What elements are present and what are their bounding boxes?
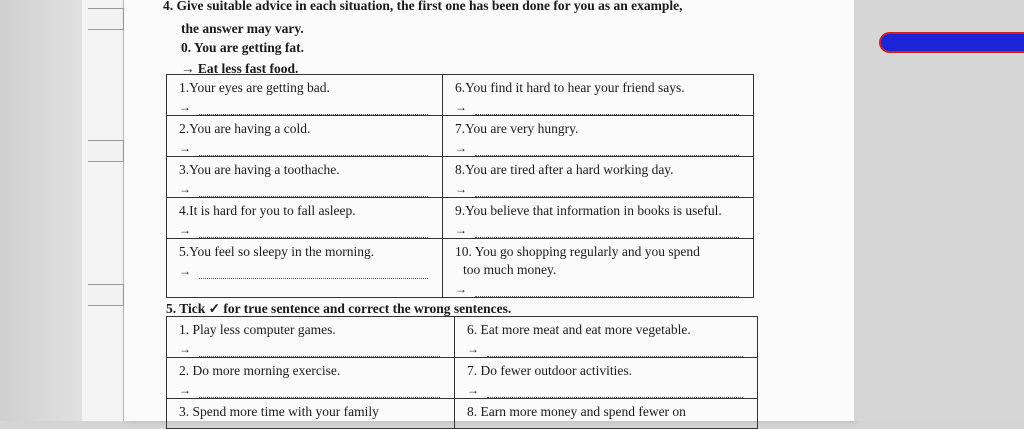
arrow-icon: → <box>467 383 479 397</box>
previous-page-edge <box>82 0 124 421</box>
correction-line-1[interactable] <box>199 347 440 357</box>
table-cell <box>443 75 754 116</box>
correction-line-7[interactable] <box>487 388 743 398</box>
arrow-icon: → <box>179 182 191 196</box>
arrow-icon: → <box>179 264 191 278</box>
table-cell <box>455 358 758 399</box>
situation-10: 10. You go shopping regularly and you spend <box>455 244 700 259</box>
sentence-6: 6. Eat more meat and eat more vegetable. <box>467 322 691 337</box>
exercise-4-heading: 4. Give suitable advice in each situation, the first one has been done for you as an example, <box>163 0 683 13</box>
arrow-icon: → <box>179 100 191 114</box>
answer-line-6[interactable] <box>475 105 739 115</box>
exercise-4-table <box>166 74 754 298</box>
table-cell <box>167 358 455 399</box>
answer-line-2[interactable] <box>199 146 428 156</box>
table-cell <box>167 75 443 116</box>
arrow-icon: → <box>455 223 467 237</box>
arrow-icon: → <box>179 342 191 356</box>
situation-3: 3.You are having a toothache. <box>179 162 340 177</box>
page-tab-notch <box>88 8 124 30</box>
situation-10-cont: too much money. <box>463 262 557 277</box>
arrow-icon: → <box>467 342 479 356</box>
exercise-4-heading-cont: the answer may vary. <box>181 21 304 36</box>
table-cell <box>443 198 754 239</box>
situation-7: 7.You are very hungry. <box>455 121 579 136</box>
sentence-1: 1. Play less computer games. <box>179 322 336 337</box>
sentence-8: 8. Earn more money and spend fewer on <box>467 404 686 419</box>
answer-line-3[interactable] <box>199 187 428 197</box>
arrow-icon: → <box>455 282 467 296</box>
sentence-2: 2. Do more morning exercise. <box>179 363 341 378</box>
correction-line-6[interactable] <box>487 347 743 357</box>
background-right <box>854 0 1024 421</box>
arrow-icon: → <box>179 223 191 237</box>
table-cell <box>167 157 443 198</box>
situation-4: 4.It is hard for you to fall asleep. <box>179 203 356 218</box>
situation-6: 6.You find it hard to hear your friend says. <box>455 80 685 95</box>
table-cell <box>167 239 443 298</box>
situation-8: 8.You are tired after a hard working day. <box>455 162 674 177</box>
exercise-5-heading: 5. Tick ✓ for true sentence and correct the wrong sentences. <box>166 301 512 316</box>
answer-line-7[interactable] <box>475 146 739 156</box>
answer-line-10[interactable] <box>475 287 739 297</box>
table-cell <box>455 317 758 358</box>
sentence-7: 7. Do fewer outdoor activities. <box>467 363 632 378</box>
arrow-icon: → <box>455 182 467 196</box>
table-cell <box>167 198 443 239</box>
table-cell <box>443 157 754 198</box>
arrow-icon: → <box>455 100 467 114</box>
table-cell <box>455 399 758 429</box>
exercise-5-table <box>166 316 758 429</box>
sentence-3: 3. Spend more time with your family <box>179 404 379 419</box>
answer-line-8[interactable] <box>475 187 739 197</box>
arrow-icon: → <box>455 141 467 155</box>
correction-line-2[interactable] <box>199 388 440 398</box>
page-tab-notch <box>88 284 124 306</box>
table-cell <box>443 116 754 157</box>
situation-5: 5.You feel so sleepy in the morning. <box>179 244 375 259</box>
arrow-icon: → <box>179 383 191 397</box>
page-tab-notch <box>88 140 124 162</box>
table-cell <box>167 317 455 358</box>
table-cell <box>167 399 455 429</box>
highlight-marker <box>879 32 1024 53</box>
answer-line-1[interactable] <box>199 105 428 115</box>
table-cell <box>443 239 754 298</box>
example-answer: → Eat less fast food. <box>181 61 299 76</box>
situation-1: 1.Your eyes are getting bad. <box>179 80 330 95</box>
table-cell <box>167 116 443 157</box>
arrow-icon: → <box>179 141 191 155</box>
example-question: 0. You are getting fat. <box>181 40 304 55</box>
situation-2: 2.You are having a cold. <box>179 121 311 136</box>
situation-9: 9.You believe that information in books is useful. <box>455 203 722 218</box>
answer-line-5[interactable] <box>199 269 428 279</box>
answer-line-9[interactable] <box>475 228 739 238</box>
background-left <box>0 0 88 421</box>
answer-line-4[interactable] <box>199 228 428 238</box>
